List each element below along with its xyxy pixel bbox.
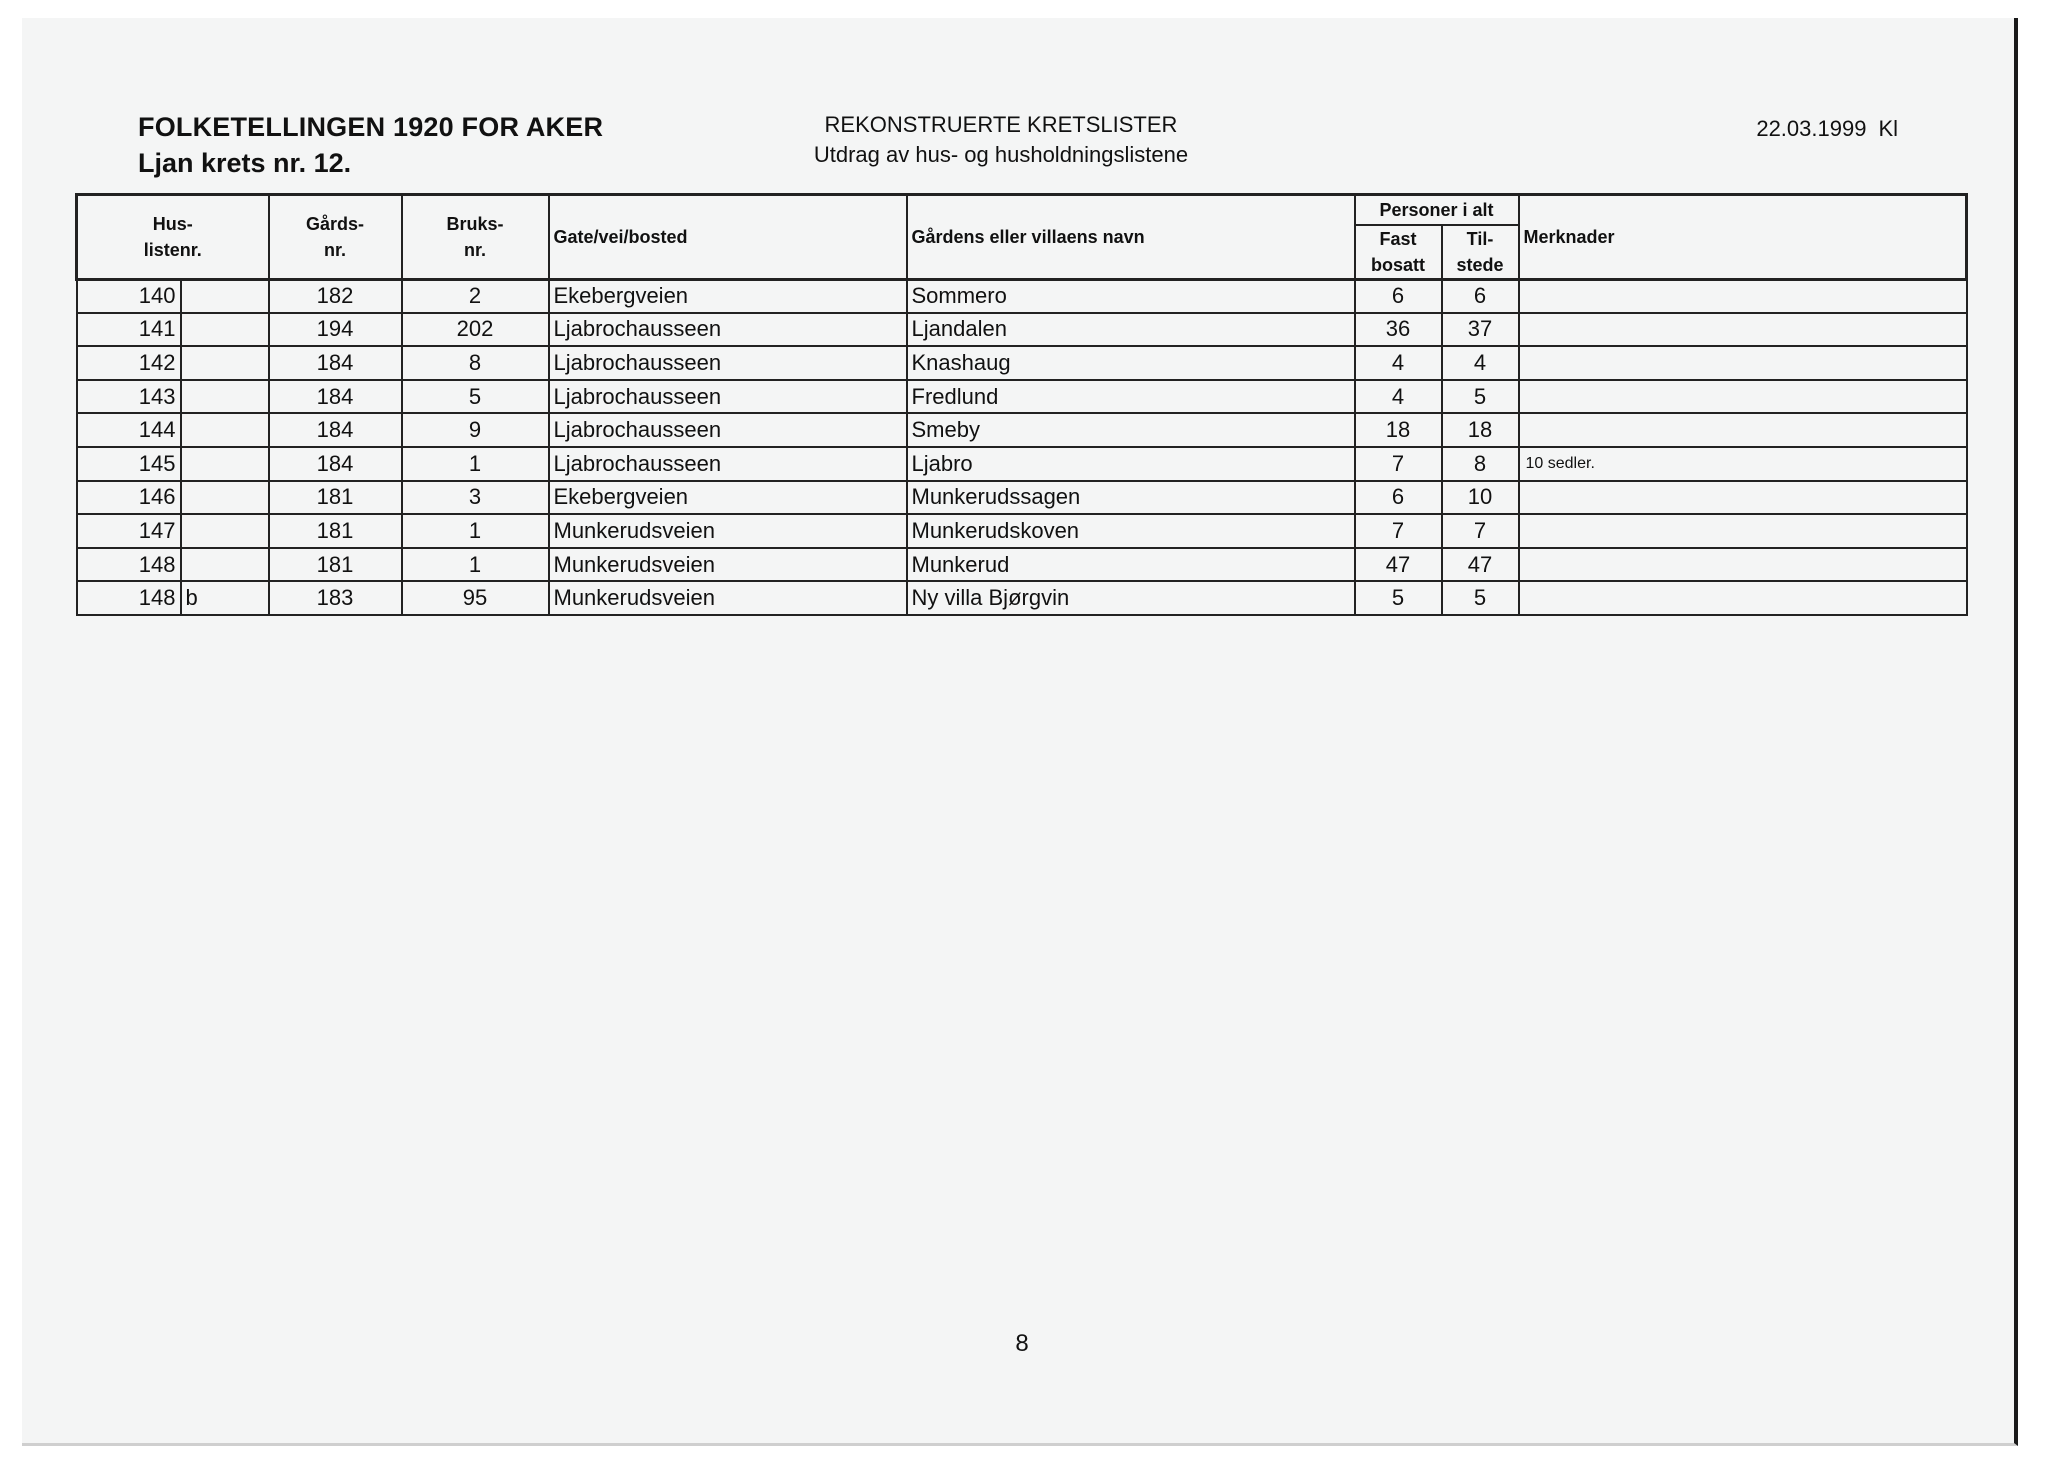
center-subheading-text: Utdrag av hus- og husholdningslistene — [813, 142, 1189, 167]
table-row — [77, 346, 1967, 380]
table-row — [77, 514, 1967, 548]
table-body — [77, 279, 1967, 615]
cell-hus: 146 — [77, 481, 181, 515]
cell-gards: 184 — [269, 413, 402, 447]
cell-gate: Munkerudsveien — [549, 514, 907, 548]
cell-hus-suffix — [181, 481, 269, 515]
cell-navn: Munkerudskoven — [907, 514, 1355, 548]
cell-navn: Ljabro — [907, 447, 1355, 481]
cell-til: 5 — [1442, 581, 1519, 615]
cell-til: 37 — [1442, 313, 1519, 347]
center-heading-text: REKONSTRUERTE KRETSLISTER — [824, 112, 1178, 137]
cell-gate: Munkerudsveien — [549, 581, 907, 615]
cell-til: 4 — [1442, 346, 1519, 380]
cell-gards: 181 — [269, 514, 402, 548]
col-header-navn: Gårdens eller villaens navn — [907, 195, 1355, 280]
cell-gate: Ljabrochausseen — [549, 413, 907, 447]
cell-gate: Ljabrochausseen — [549, 380, 907, 414]
table-row — [77, 481, 1967, 515]
cell-merknader — [1519, 346, 1967, 380]
col-header-personer: Personer i alt — [1355, 195, 1519, 225]
cell-fast: 5 — [1355, 581, 1442, 615]
cell-merknader — [1519, 548, 1967, 582]
col-header-merknader: Merknader — [1519, 195, 1967, 280]
table-row — [77, 279, 1967, 313]
table-row — [77, 313, 1967, 347]
cell-bruks: 1 — [402, 447, 549, 481]
cell-bruks: 95 — [402, 581, 549, 615]
col-header-gards: Gårds- nr. — [269, 195, 402, 280]
cell-gards: 182 — [269, 279, 402, 313]
table-header — [77, 195, 1967, 280]
cell-gards: 194 — [269, 313, 402, 347]
cell-bruks: 9 — [402, 413, 549, 447]
col-header-fast: Fast bosatt — [1355, 225, 1442, 280]
cell-hus-suffix — [181, 447, 269, 481]
table-row — [77, 447, 1967, 481]
cell-gards: 184 — [269, 380, 402, 414]
cell-navn: Fredlund — [907, 380, 1355, 414]
cell-bruks: 5 — [402, 380, 549, 414]
col-header-til: Til- stede — [1442, 225, 1519, 280]
cell-hus: 142 — [77, 346, 181, 380]
cell-hus-suffix — [181, 548, 269, 582]
cell-fast: 36 — [1355, 313, 1442, 347]
table-row — [77, 548, 1967, 582]
cell-gate: Ekebergveien — [549, 279, 907, 313]
cell-bruks: 1 — [402, 514, 549, 548]
cell-gate: Munkerudsveien — [549, 548, 907, 582]
cell-bruks: 1 — [402, 548, 549, 582]
center-heading — [0, 112, 2048, 138]
cell-til: 7 — [1442, 514, 1519, 548]
cell-gate: Ljabrochausseen — [549, 313, 907, 347]
cell-hus: 144 — [77, 413, 181, 447]
cell-hus-suffix — [181, 413, 269, 447]
cell-bruks: 3 — [402, 481, 549, 515]
cell-fast: 47 — [1355, 548, 1442, 582]
cell-navn: Munkerud — [907, 548, 1355, 582]
col-header-bruks: Bruks- nr. — [402, 195, 549, 280]
cell-merknader — [1519, 581, 1967, 615]
cell-navn: Ny villa Bjørgvin — [907, 581, 1355, 615]
cell-gate: Ljabrochausseen — [549, 447, 907, 481]
cell-gate: Ekebergveien — [549, 481, 907, 515]
cell-hus: 147 — [77, 514, 181, 548]
cell-hus: 141 — [77, 313, 181, 347]
center-subheading — [0, 142, 2048, 168]
cell-hus-suffix: b — [181, 581, 269, 615]
cell-bruks: 8 — [402, 346, 549, 380]
cell-hus: 148 — [77, 581, 181, 615]
cell-til: 8 — [1442, 447, 1519, 481]
cell-fast: 6 — [1355, 481, 1442, 515]
cell-til: 10 — [1442, 481, 1519, 515]
cell-til: 47 — [1442, 548, 1519, 582]
document-subtitle: Ljan krets nr. 12. — [138, 148, 352, 178]
cell-merknader — [1519, 380, 1967, 414]
page-number — [0, 1330, 2048, 1358]
cell-bruks: 2 — [402, 279, 549, 313]
cell-hus-suffix — [181, 514, 269, 548]
cell-gards: 181 — [269, 548, 402, 582]
cell-hus-suffix — [181, 279, 269, 313]
cell-fast: 6 — [1355, 279, 1442, 313]
date-value: 22.03.1999 — [1756, 116, 1867, 141]
cell-fast: 18 — [1355, 413, 1442, 447]
cell-gards: 184 — [269, 346, 402, 380]
cell-merknader — [1519, 413, 1967, 447]
author-initials: Kl — [1878, 116, 1898, 141]
cell-merknader — [1519, 279, 1967, 313]
table-row — [77, 380, 1967, 414]
cell-til: 18 — [1442, 413, 1519, 447]
cell-hus-suffix — [181, 380, 269, 414]
date-stamp — [1756, 116, 1898, 142]
census-table — [75, 193, 1968, 616]
page-number-text: 8 — [1015, 1330, 1029, 1357]
col-header-hus: Hus- listenr. — [77, 195, 269, 280]
cell-gards: 184 — [269, 447, 402, 481]
cell-hus: 148 — [77, 548, 181, 582]
cell-gards: 183 — [269, 581, 402, 615]
cell-fast: 4 — [1355, 346, 1442, 380]
cell-navn: Knashaug — [907, 346, 1355, 380]
cell-fast: 4 — [1355, 380, 1442, 414]
cell-navn: Munkerudssagen — [907, 481, 1355, 515]
cell-fast: 7 — [1355, 514, 1442, 548]
cell-merknader: 10 sedler. — [1519, 447, 1967, 481]
col-header-gate: Gate/vei/bosted — [549, 195, 907, 280]
cell-til: 5 — [1442, 380, 1519, 414]
cell-gards: 181 — [269, 481, 402, 515]
cell-merknader — [1519, 313, 1967, 347]
table-row — [77, 581, 1967, 615]
cell-hus-suffix — [181, 346, 269, 380]
cell-hus: 143 — [77, 380, 181, 414]
document-title: FOLKETELLINGEN 1920 FOR AKER — [138, 112, 604, 142]
table-row — [77, 413, 1967, 447]
cell-merknader — [1519, 514, 1967, 548]
cell-navn: Smeby — [907, 413, 1355, 447]
cell-gate: Ljabrochausseen — [549, 346, 907, 380]
cell-hus-suffix — [181, 313, 269, 347]
cell-til: 6 — [1442, 279, 1519, 313]
cell-hus: 145 — [77, 447, 181, 481]
cell-navn: Ljandalen — [907, 313, 1355, 347]
cell-fast: 7 — [1355, 447, 1442, 481]
cell-merknader — [1519, 481, 1967, 515]
cell-navn: Sommero — [907, 279, 1355, 313]
cell-hus: 140 — [77, 279, 181, 313]
cell-bruks: 202 — [402, 313, 549, 347]
